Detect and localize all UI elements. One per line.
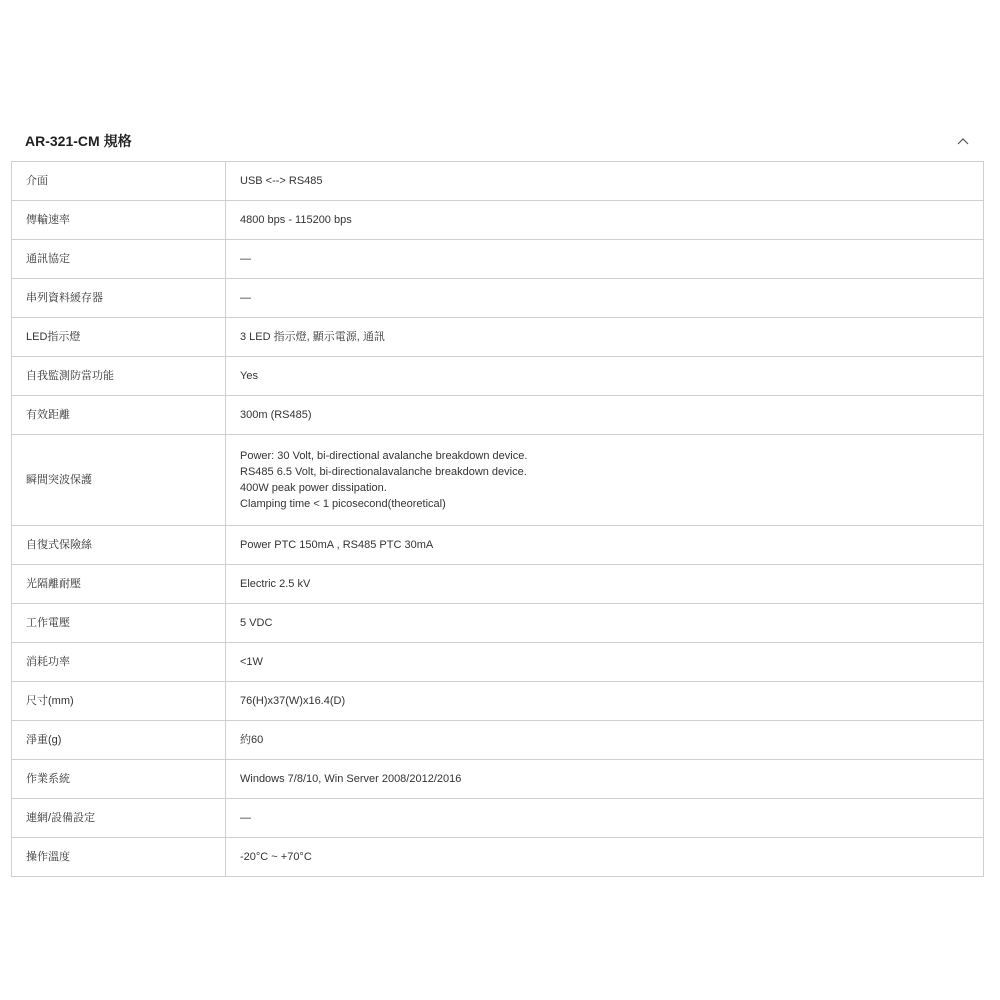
spec-label: 自復式保險絲 <box>12 526 226 565</box>
spec-label: 串列資料緩存器 <box>12 279 226 318</box>
spec-value <box>226 799 984 838</box>
spec-label: 介面 <box>12 162 226 201</box>
spec-value <box>226 357 984 396</box>
spec-label: 消耗功率 <box>12 643 226 682</box>
spec-value-line: RS485 6.5 Volt, bi-directionalavalanche breakdown device. <box>240 466 527 478</box>
spec-label: 自我監測防當功能 <box>12 357 226 396</box>
table-row <box>12 526 984 565</box>
table-row <box>12 279 984 318</box>
spec-value-line: <1W <box>240 656 263 668</box>
spec-label: 通訊協定 <box>12 240 226 279</box>
table-row <box>12 799 984 838</box>
table-row <box>12 240 984 279</box>
spec-value <box>226 162 984 201</box>
table-row <box>12 604 984 643</box>
spec-value <box>226 526 984 565</box>
spec-label: 光隔離耐壓 <box>12 565 226 604</box>
spec-value <box>226 565 984 604</box>
collapse-toggle-button[interactable] <box>951 131 975 151</box>
chevron-up-icon <box>951 131 975 151</box>
spec-value <box>226 201 984 240</box>
panel-title: AR-321-CM 規格 <box>25 133 132 149</box>
spec-panel-header[interactable] <box>11 121 983 161</box>
spec-label: 傳輸速率 <box>12 201 226 240</box>
spec-value-line: 約60 <box>240 734 264 746</box>
spec-value-line: Yes <box>240 370 258 382</box>
table-row <box>12 838 984 877</box>
table-row <box>12 565 984 604</box>
table-row <box>12 357 984 396</box>
spec-value <box>226 396 984 435</box>
spec-value-line: -20°C ~ +70°C <box>240 851 312 863</box>
table-row <box>12 760 984 799</box>
spec-value <box>226 721 984 760</box>
spec-value <box>226 240 984 279</box>
spec-value-line: Clamping time < 1 picosecond(theoretical) <box>240 498 446 510</box>
table-row <box>12 643 984 682</box>
spec-label: 連網/設備設定 <box>12 799 226 838</box>
spec-table-body <box>12 162 984 877</box>
spec-value <box>226 279 984 318</box>
spec-value-line: Electric 2.5 kV <box>240 578 311 590</box>
spec-label: 尺寸(mm) <box>12 682 226 721</box>
table-row <box>12 435 984 526</box>
spec-value-line: — <box>240 812 251 824</box>
table-row <box>12 682 984 721</box>
table-row <box>12 162 984 201</box>
spec-value <box>226 318 984 357</box>
spec-label: 瞬間突波保護 <box>12 435 226 526</box>
spec-panel <box>11 121 983 877</box>
spec-value-line: Power PTC 150mA , RS485 PTC 30mA <box>240 539 434 551</box>
spec-label: 操作溫度 <box>12 838 226 877</box>
spec-label: 淨重(g) <box>12 721 226 760</box>
spec-value-line: 76(H)x37(W)x16.4(D) <box>240 695 346 707</box>
spec-value-line: USB <--> RS485 <box>240 175 323 187</box>
spec-label: 有效距離 <box>12 396 226 435</box>
spec-value <box>226 682 984 721</box>
spec-label: 工作電壓 <box>12 604 226 643</box>
spec-value-line: — <box>240 292 251 304</box>
spec-table <box>11 161 984 877</box>
spec-value-line: 3 LED 指示燈, 顯示電源, 通訊 <box>240 331 385 343</box>
spec-value <box>226 838 984 877</box>
table-row <box>12 318 984 357</box>
table-row <box>12 721 984 760</box>
table-row <box>12 201 984 240</box>
spec-value-line: Power: 30 Volt, bi-directional avalanche breakdown device. <box>240 450 528 462</box>
spec-label: LED指示燈 <box>12 318 226 357</box>
spec-value-line: 5 VDC <box>240 617 273 629</box>
spec-value-line: 400W peak power dissipation. <box>240 482 387 494</box>
spec-value <box>226 604 984 643</box>
spec-value <box>226 643 984 682</box>
spec-value <box>226 760 984 799</box>
spec-value-line: 300m (RS485) <box>240 409 312 421</box>
table-row <box>12 396 984 435</box>
spec-value-line: Windows 7/8/10, Win Server 2008/2012/2016 <box>240 773 462 785</box>
spec-value-line: 4800 bps - 115200 bps <box>240 214 352 226</box>
spec-value-line: — <box>240 253 251 265</box>
spec-value <box>226 435 984 526</box>
spec-label: 作業系統 <box>12 760 226 799</box>
